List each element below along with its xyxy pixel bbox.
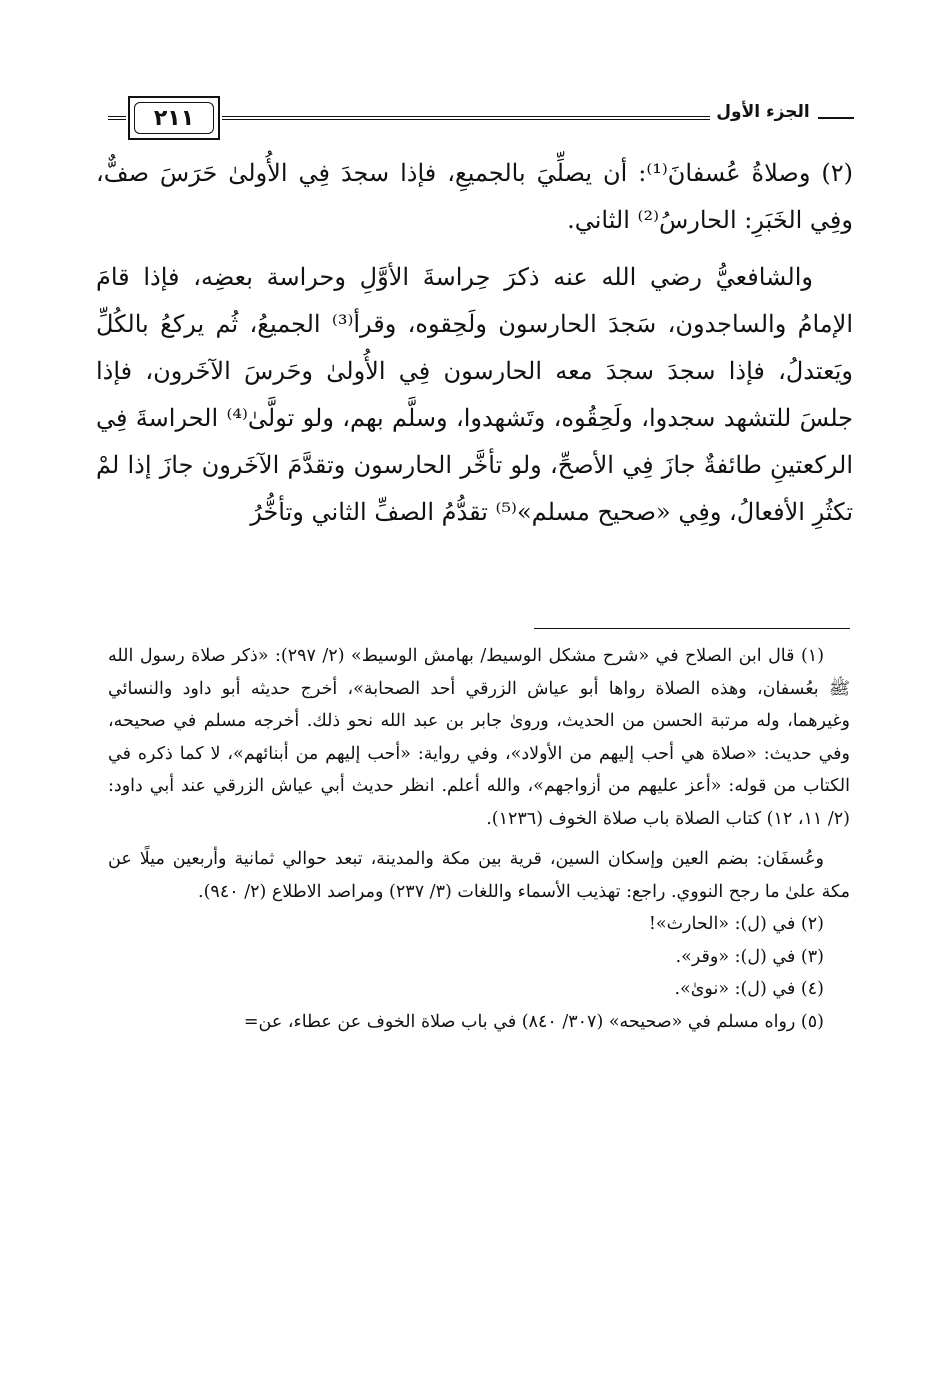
footnote: (٤) في (ل): «نوىٰ». xyxy=(674,979,824,999)
footnotes xyxy=(108,640,850,1038)
footnote: (١) قال ابن الصلاح في «شرح مشكل الوسيط/ بهامش الوسيط» (٢/ ٢٩٧): «ذكر صلاة رسول الله ﷺ بعُسفان، وهذه الصلاة رواها أبو عياش الزرقي أحد الصحابة»، أخرج حديثه أبو داود والنسائي وغيرهما، وله مرتبة الحسن من الحديث، وروىٰ جابر بن عبد الله نحو ذلك. أخرجه مسلم في صحيحه، وفي حديث: «صلاة هي أحب إليهم من الأولاد»، وفي رواية: «أحب إليهم من أبنائهم»، لا كما ذكره في الكتاب من قوله: «أعز عليهم من أزواجهم»، والله أعلم. انظر حديث أبي عياش الزرقي عند أبي داود: (٢/ ١١، ١٢) كتاب الصلاة باب صلاة الخوف (١٢٣٦). xyxy=(108,646,850,829)
running-title: الجزء الأول xyxy=(716,102,810,122)
footnote: وعُسفَان: بضم العين وإسكان السين، قرية بين مكة والمدينة، تبعد حوالي ثمانية وأربعين ميلًا عن مكة علىٰ ما رجح النووي. راجع: تهذيب الأسماء واللغات (٣/ ٢٣٧) ومراصد الاطلاع (٢/ ٩٤٠). xyxy=(108,849,850,902)
main-paragraph: والشافعيُّ رضي الله عنه ذكرَ حِراسةَ الأوَّلِ وحراسة بعضِه، فإذا قامَ الإمامُ والساجدون، سَجدَ الحارسون ولَحِقوه، وقرأ⁽³⁾ الجميعُ، ثُم يركعُ بالكُلِّ ويَعتدلُ، فإذا سجدَ سجدَ معه الحارسون فِي الأُولىٰ وحَرسَ الآخَرون، فإذا جلسَ للتشهد سجدوا، ولَحِقُوه، وتَشهدوا، وسلَّم بهم، ولو تولَّىٰ⁽⁴⁾ الحراسةَ فِي الركعتينِ طائفةٌ جازَ فِي الأصحِّ، ولو تأخَّر الحارسون وتقدَّمَ الآخَرون جازَ إذا لمْ تكثُرِ الأفعالُ، وفِي «صحيح مسلم»⁽⁵⁾ تقدُّمُ الصفِّ الثاني وتأخُّرُ xyxy=(96,263,853,526)
footnote: (٢) في (ل): «الحارث»! xyxy=(648,914,824,934)
footnote: (٣) في (ل): «وقر». xyxy=(675,946,824,967)
header-rule-right xyxy=(818,117,854,119)
footnote: (٥) رواه مسلم في «صحيحه» (٣٠٧/ ٨٤٠) في باب صلاة الخوف عن عطاء، عن= xyxy=(243,1011,824,1032)
main-text xyxy=(96,150,853,536)
page-header xyxy=(108,92,853,148)
page-number: ٢١١ xyxy=(134,102,214,134)
main-paragraph: (٢) وصلاةُ عُسفانَ⁽¹⁾: أن يصلِّيَ بالجميعِ، فإذا سجدَ فِي الأُولىٰ حَرَسَ صفٌّ، وفِي الخَبَرِ: الحارسُ⁽²⁾ الثاني. xyxy=(96,159,853,234)
header-rule-middle xyxy=(222,116,710,120)
footnote-separator xyxy=(534,628,850,629)
header-rule-left xyxy=(108,116,126,120)
page-number-frame xyxy=(128,96,220,140)
